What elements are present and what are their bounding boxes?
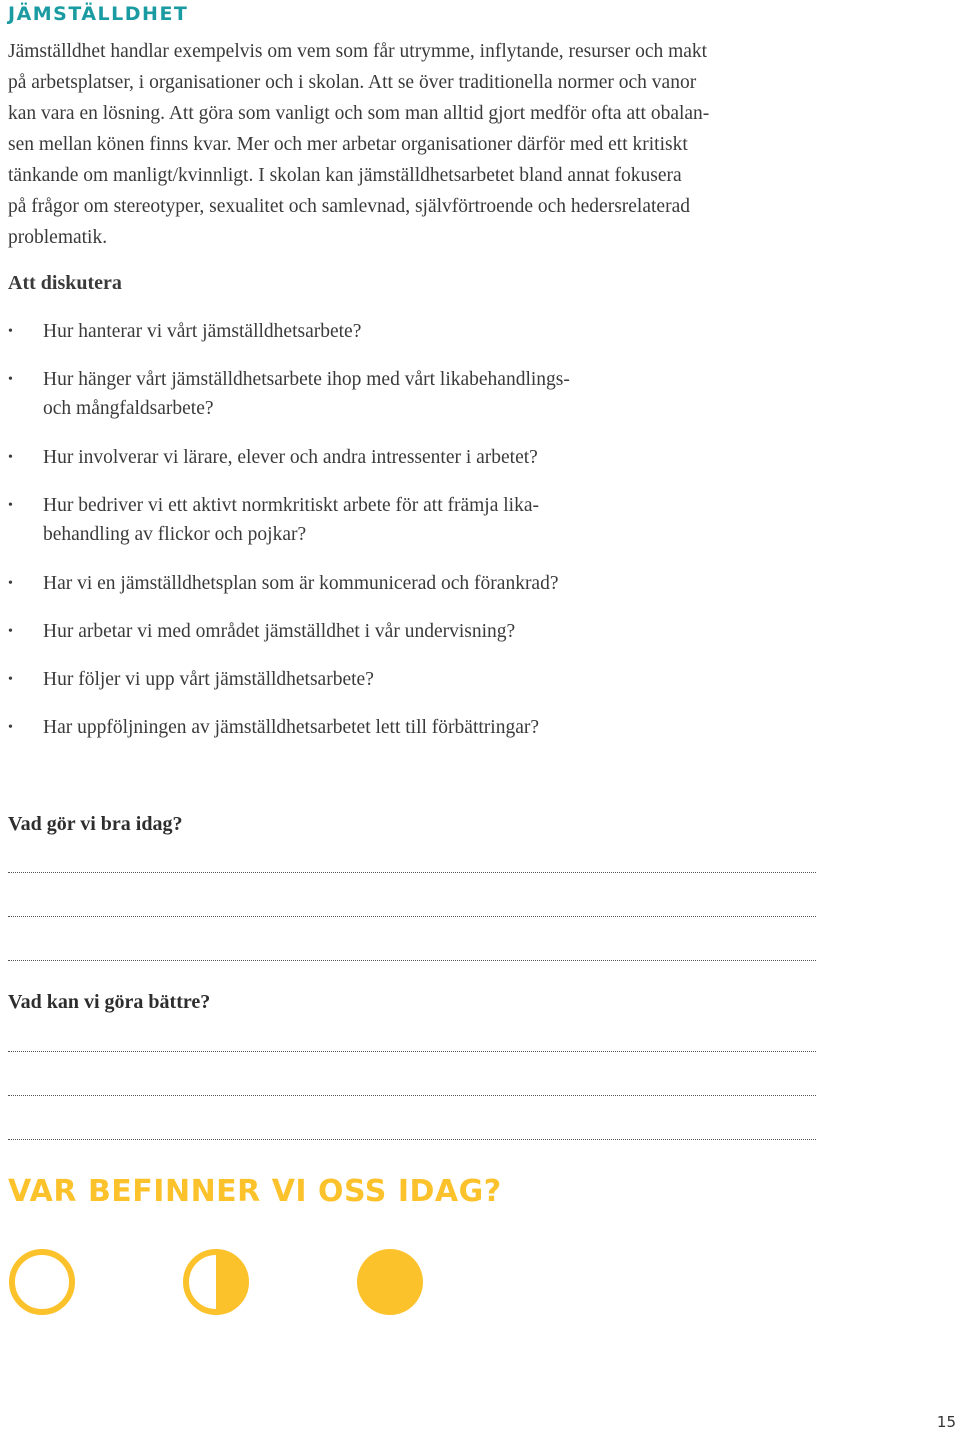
question-text-continued: behandling av flickor och pojkar? [43, 524, 307, 545]
good-heading: Vad gör vi bra idag? [8, 813, 183, 835]
answer-line[interactable] [8, 1095, 816, 1096]
bullet-icon: • [8, 498, 13, 513]
empty-circle-icon[interactable] [8, 1248, 76, 1316]
answer-line[interactable] [8, 1051, 816, 1052]
intro-line: Jämställdhet handlar exempelvis om vem som får utrymme, inflytande, resurser och makt [8, 41, 708, 62]
page-number: 15 [936, 1413, 956, 1431]
answer-line[interactable] [8, 916, 816, 917]
question-text: Hur bedriver vi ett aktivt normkritiskt arbete för att främja lika- [43, 495, 539, 516]
intro-line: på frågor om stereotyper, sexualitet och samlevnad, självförtroende och hedersrelaterad [8, 196, 690, 217]
bullet-icon: • [8, 324, 13, 339]
question-text: Har vi en jämställdhetsplan som är kommunicerad och förankrad? [43, 573, 559, 594]
bullet-icon: • [8, 720, 13, 735]
question-text: Hur arbetar vi med området jämställdhet i vår undervisning? [43, 621, 516, 642]
bullet-icon: • [8, 450, 13, 465]
question-text: Har uppföljningen av jämställdhetsarbetet lett till förbättringar? [43, 717, 540, 738]
answer-line[interactable] [8, 1139, 816, 1140]
bullet-icon: • [8, 576, 13, 591]
intro-paragraph [8, 36, 828, 253]
bullet-icon: • [8, 672, 13, 687]
intro-line: på arbetsplatser, i organisationer och i skolan. Att se över traditionella normer och vanor [8, 72, 697, 93]
question-text: Hur hänger vårt jämställdhetsarbete ihop med vårt likabehandlings- [43, 369, 570, 390]
answer-line[interactable] [8, 872, 816, 873]
half-circle-icon[interactable] [182, 1248, 250, 1316]
bullet-icon: • [8, 624, 13, 639]
intro-line: sen mellan könen finns kvar. Mer och mer arbetar organisationer därför med ett kritiskt [8, 134, 688, 155]
intro-line: kan vara en lösning. Att göra som vanligt och som man alltid gjort medför ofta att obalan- [8, 103, 710, 124]
question-text: Hur hanterar vi vårt jämställdhetsarbete? [43, 321, 362, 342]
question-text: Hur involverar vi lärare, elever och andra intressenter i arbetet? [43, 447, 538, 468]
question-text-continued: och mångfaldsarbete? [43, 398, 214, 419]
section-title: JÄMSTÄLLDHET [8, 3, 189, 25]
bullet-icon: • [8, 372, 13, 387]
status-options [8, 1248, 468, 1318]
better-heading: Vad kan vi göra bättre? [8, 991, 211, 1013]
status-title: VAR BEFINNER VI OSS IDAG? [8, 1174, 502, 1209]
answer-line[interactable] [8, 960, 816, 961]
question-text: Hur följer vi upp vårt jämställdhetsarbete? [43, 669, 374, 690]
discuss-heading: Att diskutera [8, 272, 122, 294]
intro-line: tänkande om manligt/kvinnligt. I skolan kan jämställdhetsarbetet bland annat fokusera [8, 165, 682, 186]
full-circle-icon[interactable] [356, 1248, 424, 1316]
intro-line: problematik. [8, 227, 108, 248]
